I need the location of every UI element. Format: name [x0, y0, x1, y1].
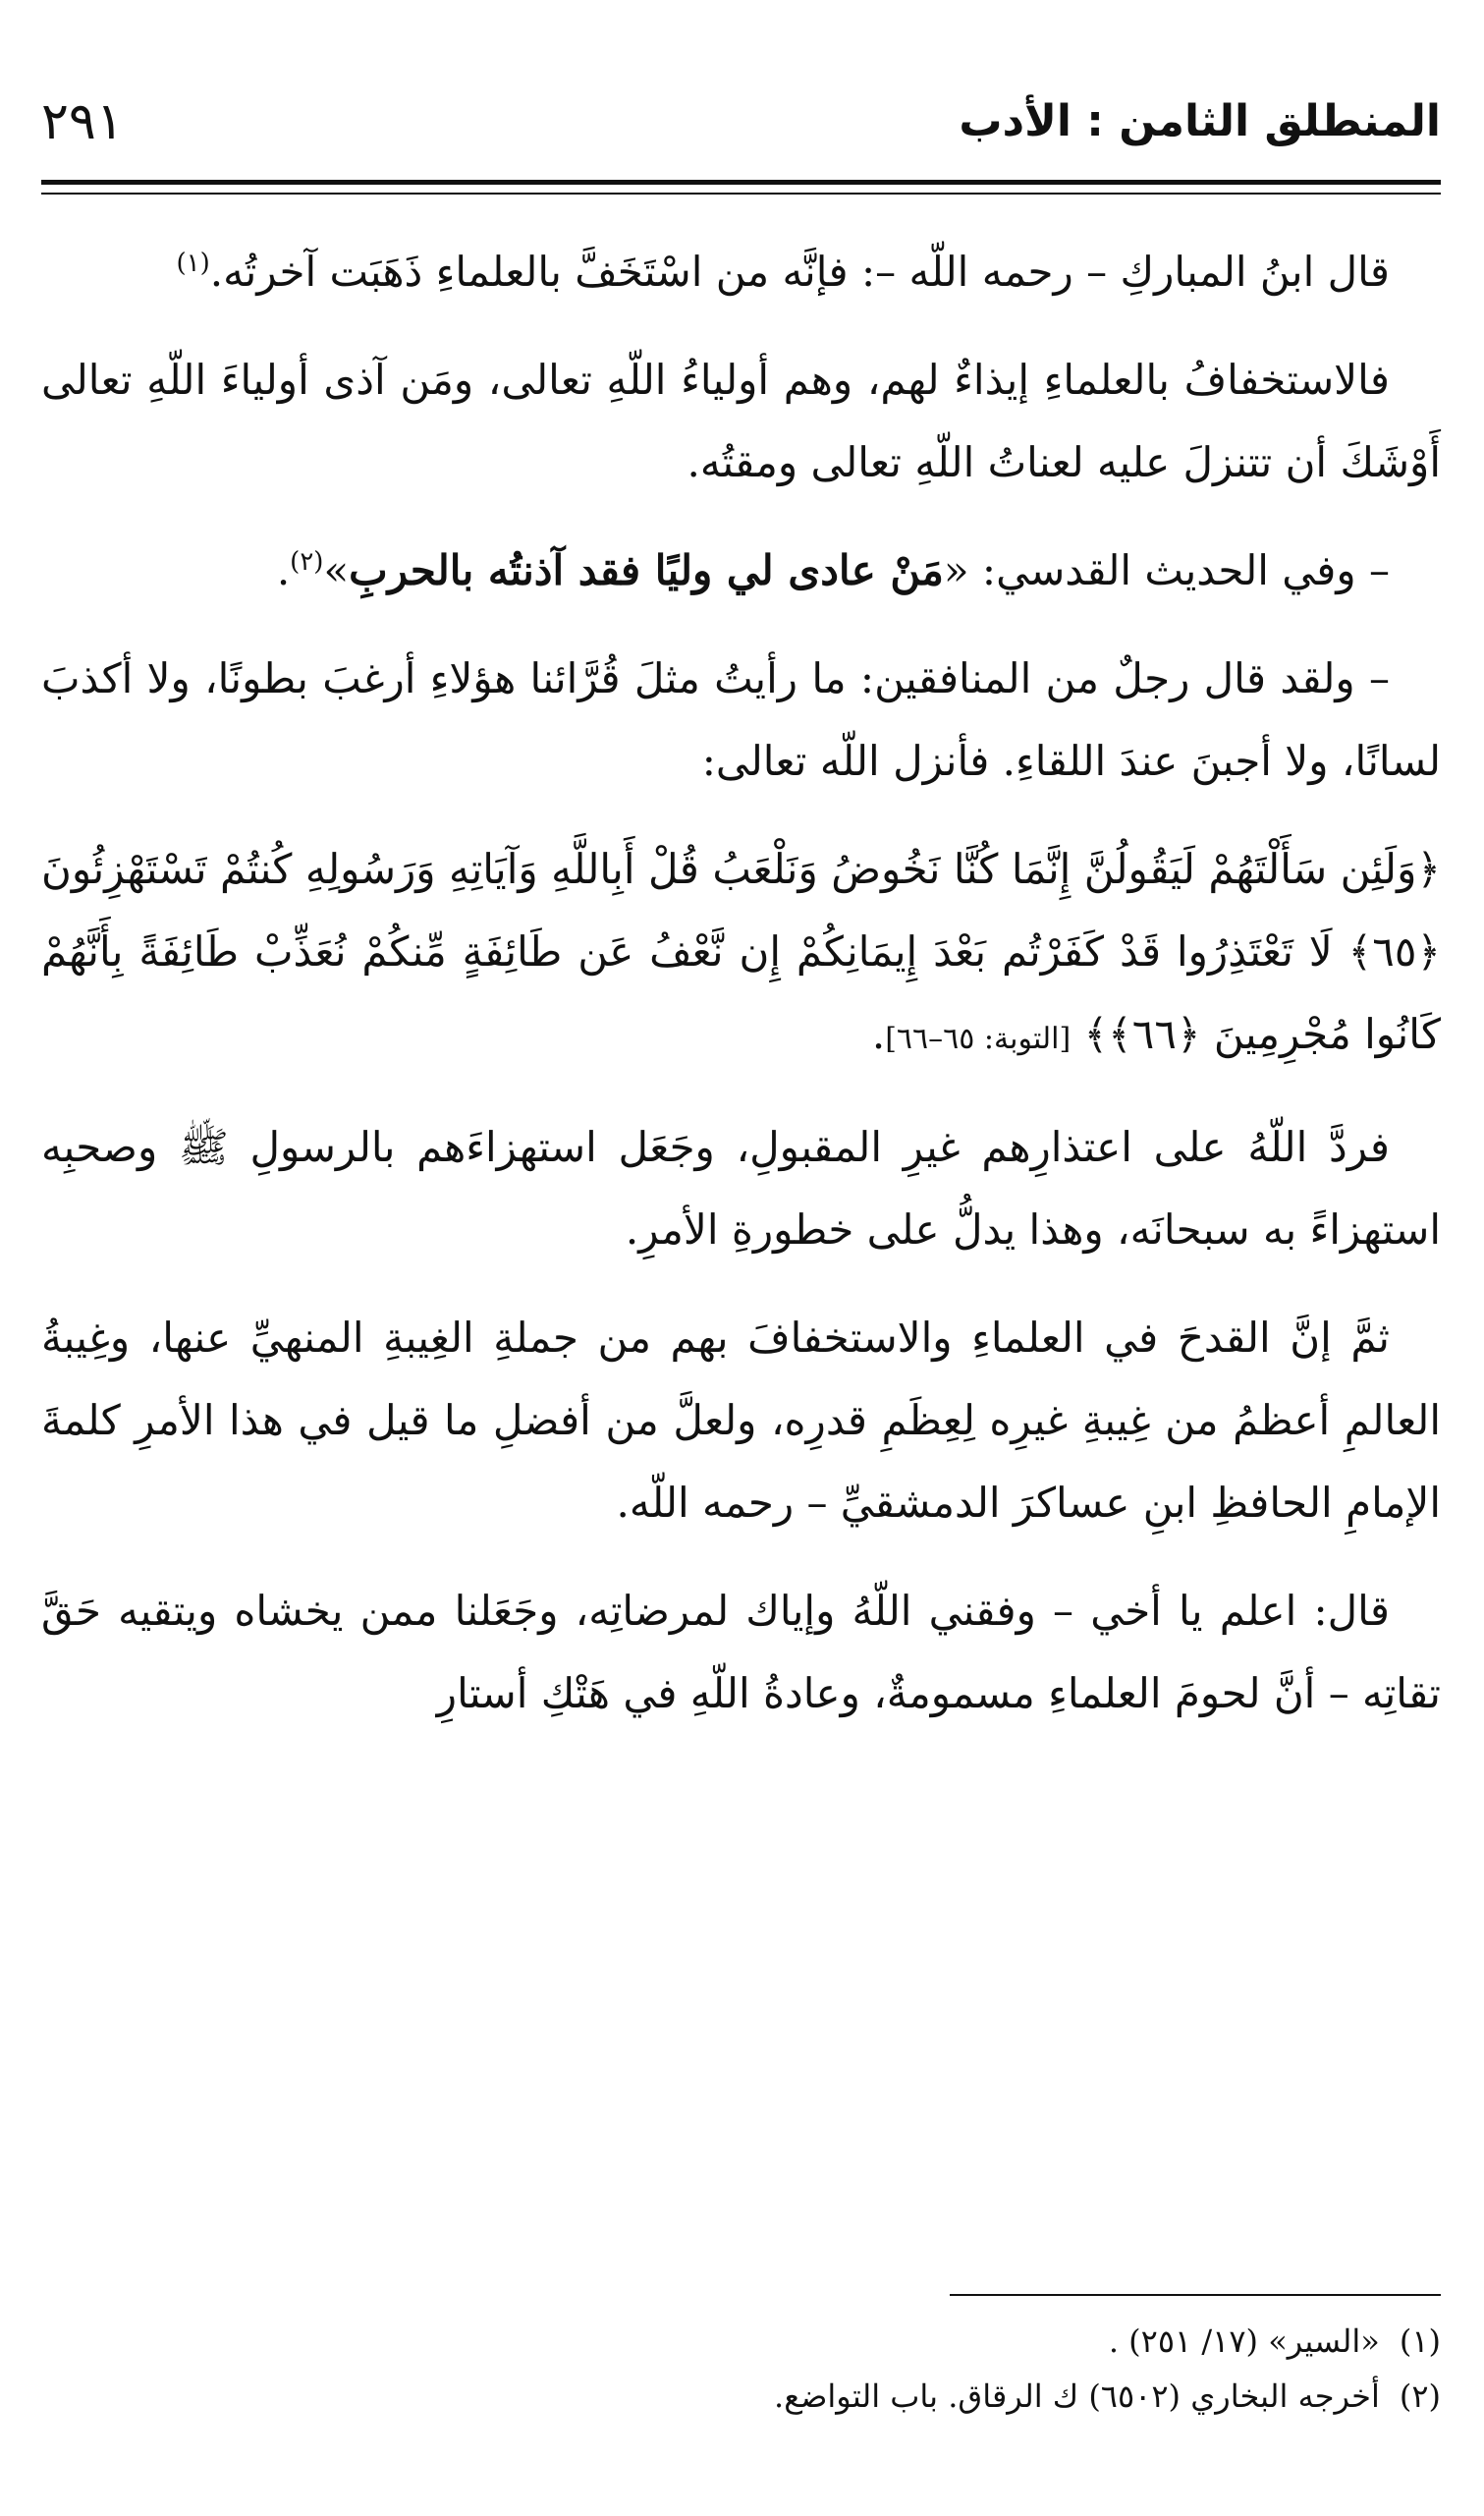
- hadith-close-quote: »: [323, 546, 350, 594]
- paragraph-text: فردَّ اللّهُ على اعتذارِهم غيرِ المقبولِ، وجَعَل استهزاءَهم بالرسولِ ﷺ وصحبِه استهزاءً به سبحانَه، وهذا يدلُّ على خطورةِ الأمرِ.: [41, 1123, 1441, 1254]
- footnote-marker: (١): [1399, 2322, 1441, 2360]
- paragraph-ibn-asakir: [41, 1570, 1441, 1735]
- footnote-ref-2[interactable]: (٢): [290, 547, 324, 577]
- footnote-text: «السير» (١٧/ ٢٥١) .: [1108, 2322, 1380, 2360]
- paragraph-radd: [41, 1106, 1441, 1271]
- body-text: [41, 231, 1441, 1761]
- footnote-ref-1[interactable]: (١): [176, 249, 210, 278]
- paragraph-munafiqin: [41, 638, 1441, 803]
- running-header: [41, 92, 1441, 185]
- quran-verse-text: وَلَئِن سَأَلْتَهُمْ لَيَقُولُنَّ إِنَّمَا كُنَّا نَخُوضُ وَنَلْعَبُ قُلْ أَبِاللَّهِ وَآيَاتِهِ وَرَسُولِهِ كُنتُمْ تَسْتَهْزِئُونَ ﴿٦٥﴾ لَا تَعْتَذِرُوا قَدْ كَفَرْتُم بَعْدَ إِيمَانِكُمْ إِن نَّعْفُ عَن طَائِفَةٍ مِّنكُمْ نُعَذِّبْ طَائِفَةً بِأَنَّهُمْ كَانُوا مُجْرِمِينَ ﴿٦٦﴾: [41, 845, 1441, 1058]
- footnote-rule: [950, 2294, 1441, 2296]
- paragraph-hadith-qudsi: [41, 530, 1441, 612]
- page-number: ٢٩١: [41, 92, 124, 151]
- quran-verse-block: [41, 828, 1441, 1081]
- paragraph-text: فالاستخفافُ بالعلماءِ إيذاءٌ لهم، وهم أولياءُ اللّهِ تعالى، ومَن آذى أولياءَ اللّهِ تعالى أَوْشَكَ أن تتنزلَ عليه لعناتُ اللّهِ تعالى ومقتُه.: [41, 356, 1441, 486]
- footnote-marker: (٢): [1399, 2377, 1441, 2415]
- paragraph-istikhfaf: [41, 339, 1441, 504]
- hadith-end: .: [276, 546, 291, 594]
- book-page: [41, 69, 1441, 2446]
- quran-open-bracket: ﴿: [1416, 845, 1441, 893]
- paragraph-qadh: [41, 1297, 1441, 1544]
- hadith-intro: – وفي الحديث القدسي: «: [943, 546, 1390, 594]
- hadith-text: مَنْ عادى لي وليًا فقد آذنتُه بالحربِ: [349, 546, 944, 594]
- footnote-2: [41, 2369, 1441, 2424]
- header-rule-thick: [41, 180, 1441, 185]
- paragraph-text: ثمَّ إنَّ القدحَ في العلماءِ والاستخفافَ بهم من جملةِ الغِيبةِ المنهيِّ عنها، وغِيبةُ العالمِ أعظمُ من غِيبةِ غيرِه لِعِظَمِ قدرِه، ولعلَّ من أفضلِ ما قيل في هذا الأمرِ كلمةَ الإمامِ الحافظِ ابنِ عساكرَ الدمشقيِّ – رحمه اللّه.: [41, 1314, 1441, 1527]
- paragraph-ibn-mubarak: [41, 231, 1441, 313]
- running-title: المنطلق الثامن : الأدب: [959, 96, 1441, 146]
- footnote-1: [41, 2314, 1441, 2369]
- header-rule-thin: [41, 193, 1441, 195]
- footnotes: [41, 2314, 1441, 2424]
- quran-close-bracket: ﴾: [1083, 1010, 1109, 1058]
- quran-citation: [التوبة: ٦٥–٦٦]: [885, 1022, 1072, 1056]
- paragraph-text: قال: اعلم يا أخي – وفقني اللّهُ وإياك لمرضاتِه، وجَعَلنا ممن يخشاه ويتقيه حَقَّ تقاتِه – أنَّ لحومَ العلماءِ مسمومةٌ، وعادةُ اللّهِ في هَتْكِ أستارِ: [41, 1587, 1441, 1717]
- quran-end: .: [871, 1010, 886, 1058]
- paragraph-text: – ولقد قال رجلٌ من المنافقين: ما رأيتُ مثلَ قُرَّائنا هؤلاءِ أرغبَ بطونًا، ولا أكذبَ لسانًا، ولا أجبنَ عندَ اللقاءِ. فأنزل اللّه تعالى:: [41, 654, 1441, 785]
- footnote-text: أخرجه البخاري (٦٥٠٢) ك الرقاق. باب التواضع.: [774, 2377, 1380, 2415]
- paragraph-text: قال ابنُ المباركِ – رحمه اللّه –: فإنَّه من اسْتَخَفَّ بالعلماءِ ذَهَبَت آخرتُه.: [209, 248, 1390, 296]
